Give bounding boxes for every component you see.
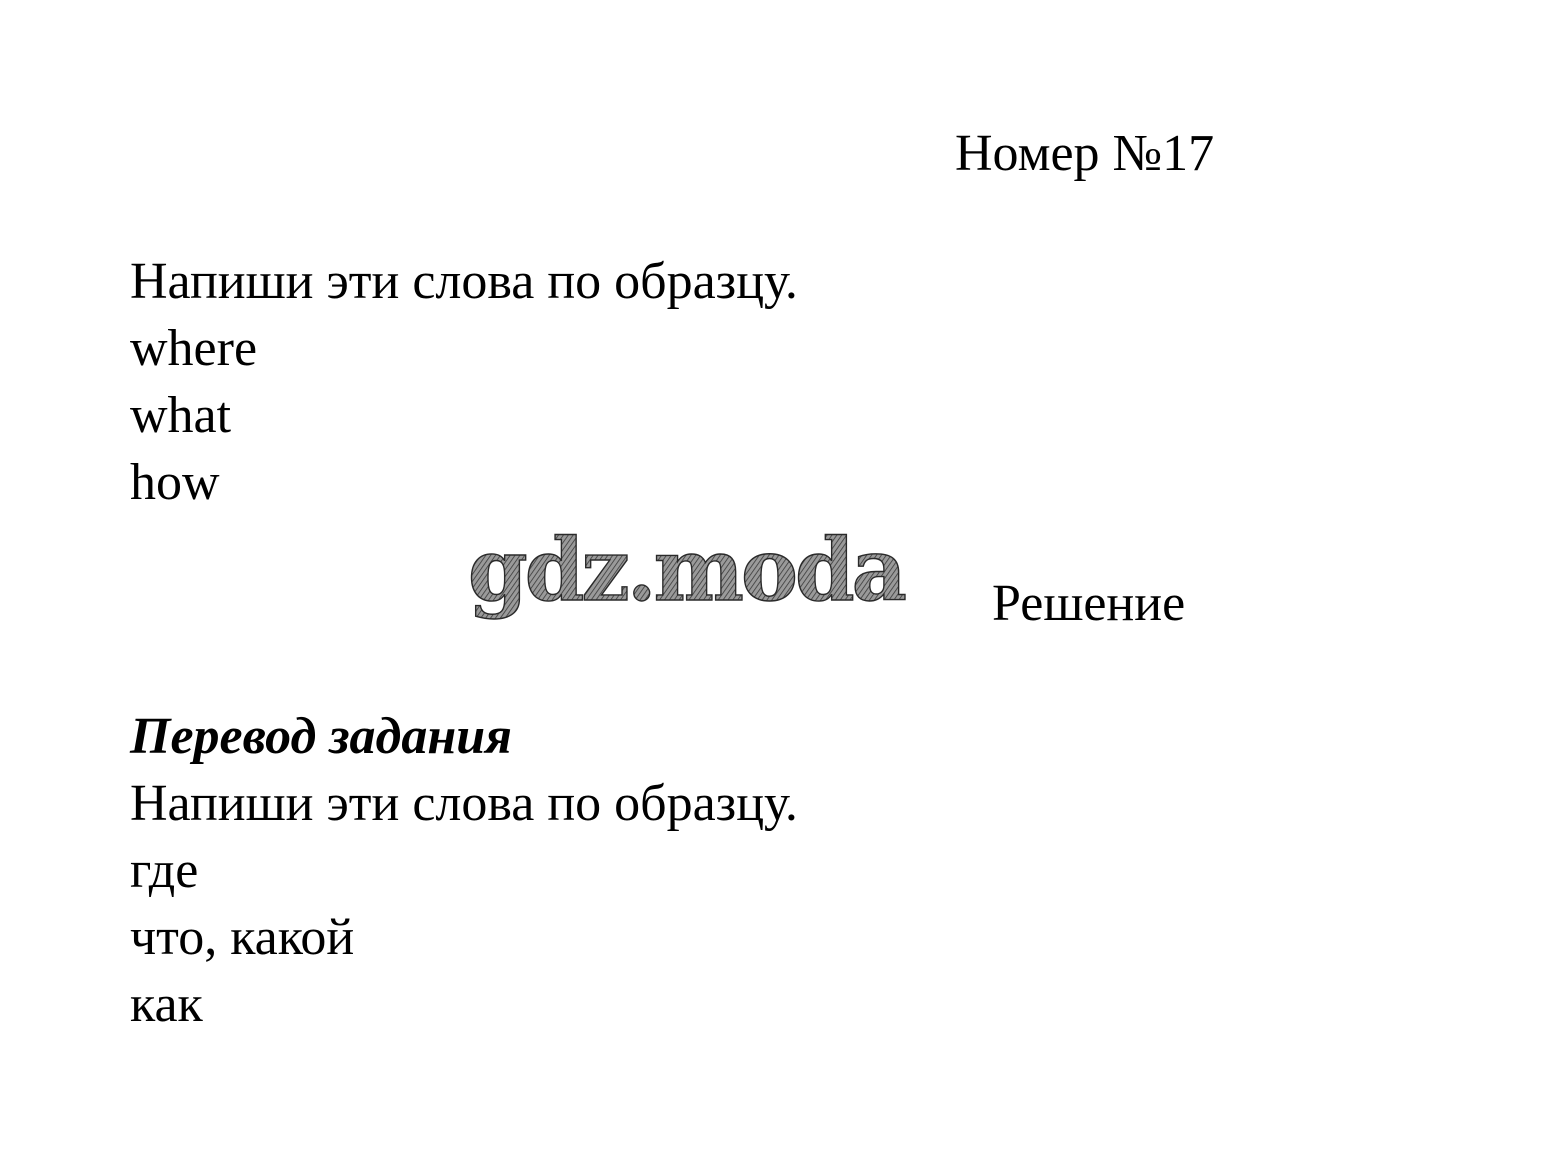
translation-word: где (130, 842, 199, 899)
solution-label: Решение (992, 575, 1186, 632)
translation-instruction: Напиши эти слова по образцу. (130, 775, 798, 832)
task-word: where (130, 320, 258, 377)
task-word: how (130, 454, 220, 511)
watermark-text: gdz.moda (468, 520, 906, 621)
task-block (130, 248, 798, 516)
translation-word: что, какой (130, 909, 355, 966)
translation-word: как (130, 976, 203, 1033)
translation-block (130, 703, 798, 1038)
task-word: what (130, 387, 232, 444)
task-instruction: Напиши эти слова по образцу. (130, 253, 798, 310)
task-number-heading: Номер №17 (955, 125, 1215, 182)
translation-title: Перевод задания (130, 708, 512, 765)
gdz-moda-watermark-logo (466, 520, 906, 630)
